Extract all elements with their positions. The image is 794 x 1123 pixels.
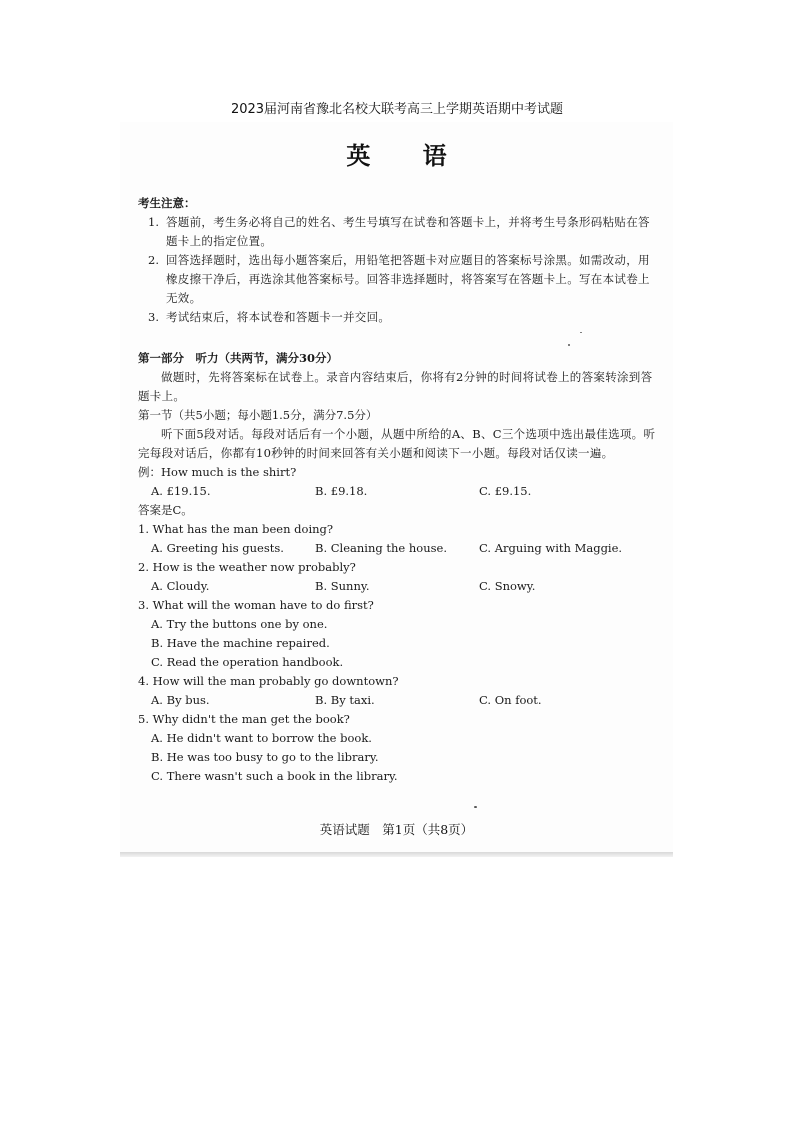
notice-item (138, 308, 660, 327)
notice-item (138, 213, 660, 251)
option: C. Snowy. (479, 579, 536, 593)
notice-item-text: 回答选择题时，选出每小题答案后，用铅笔把答题卡对应题目的答案标号涂黑。如需改动，用橡皮擦干净后，再选涂其他答案标号。回答非选择题时，将答案写在答题卡上。写在本试卷上无效。 (166, 253, 650, 305)
part1-title: 第一部分 听力（共两节，满分30分） (138, 351, 339, 365)
question-options (138, 539, 660, 558)
question: 5. Why didn't the man get the book? (138, 712, 350, 726)
section1-title: 第一节（共5小题；每小题1.5分，满分7.5分） (138, 408, 378, 422)
option: C. Read the operation handbook. (151, 655, 344, 669)
exam-page-scan (120, 122, 673, 857)
part1-intro: 做题时，先将答案标在试卷上。录音内容结束后，你将有2分钟的时间将试卷上的答案转涂到答题卡上。 (138, 370, 653, 403)
notice-item-number: 2. (148, 253, 159, 267)
option: B. Cleaning the house. (315, 541, 447, 555)
section1-intro: 听下面5段对话。每段对话后有一个小题，从题中所给的A、B、C三个选项中选出最佳选项。听完每段对话后，你都有10秒钟的时间来回答有关小题和阅读下一小题。每段对话仅读一遍。 (138, 427, 656, 460)
option: C. £9.15. (479, 484, 532, 498)
question-options (138, 577, 660, 596)
notice-item (138, 251, 660, 308)
notice-heading: 考生注意： (138, 196, 196, 210)
example-question: 例：How much is the shirt? (138, 465, 297, 479)
scan-speck (474, 806, 477, 808)
option: A. Greeting his guests. (151, 541, 284, 555)
question: 1. What has the man been doing? (138, 522, 334, 536)
option: C. There wasn't such a book in the library. (151, 769, 398, 783)
option: B. By taxi. (315, 693, 375, 707)
option: B. £9.18. (315, 484, 368, 498)
option: A. Try the buttons one by one. (151, 617, 328, 631)
question: 3. What will the woman have to do first? (138, 598, 374, 612)
option: C. Arguing with Maggie. (479, 541, 623, 555)
scan-bottom-edge (120, 852, 673, 857)
notice-item-number: 3. (148, 310, 159, 324)
subject-heading: 英 语 (346, 141, 469, 170)
option: A. £19.15. (151, 484, 211, 498)
example-answer: 答案是C。 (138, 503, 193, 517)
notice-item-text: 考试结束后，将本试卷和答题卡一并交回。 (166, 310, 391, 324)
option: A. He didn't want to borrow the book. (151, 731, 372, 745)
option: A. By bus. (151, 693, 210, 707)
option: B. He was too busy to go to the library. (151, 750, 379, 764)
option: B. Have the machine repaired. (151, 636, 330, 650)
page-title: 2023届河南省豫北名校大联考高三上学期英语期中考试题 (230, 102, 564, 117)
scan-speck (568, 344, 570, 346)
example-options (138, 482, 660, 501)
notice-item-text: 答题前，考生务必将自己的姓名、考生号填写在试卷和答题卡上，并将考生号条形码粘贴在答题卡上的指定位置。 (166, 215, 650, 248)
notice-item-number: 1. (148, 215, 159, 229)
question: 4. How will the man probably go downtown? (138, 674, 399, 688)
exam-content (138, 194, 660, 786)
question: 2. How is the weather now probably? (138, 560, 356, 574)
option: A. Cloudy. (151, 579, 210, 593)
option: C. On foot. (479, 693, 542, 707)
page-footer: 英语试题 第1页（共8页） (319, 822, 474, 837)
scan-speck (580, 332, 582, 333)
question-options (138, 691, 660, 710)
option: B. Sunny. (315, 579, 370, 593)
